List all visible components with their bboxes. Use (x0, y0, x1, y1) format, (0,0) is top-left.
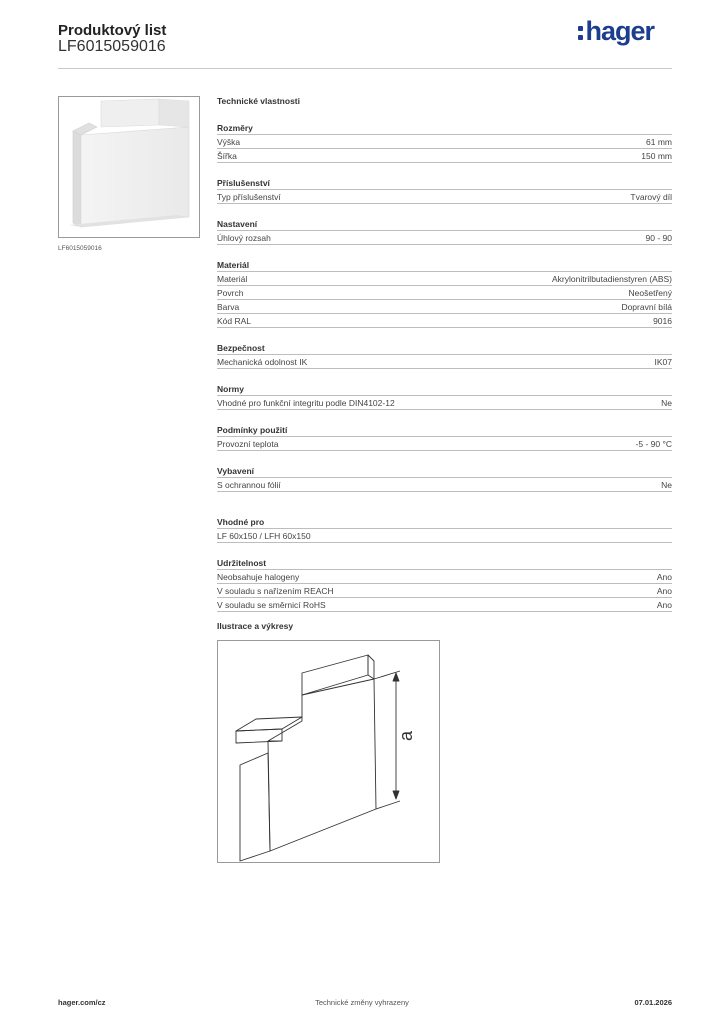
spec-label: Úhlový rozsah (217, 233, 271, 243)
spec-value: IK07 (654, 357, 672, 367)
footer-website[interactable]: hager.com/cz (58, 998, 106, 1007)
spec-value: Ne (661, 480, 672, 490)
spec-label: Vhodné pro funkční integritu podle DIN4102-12 (217, 398, 395, 408)
spec-row (217, 478, 672, 492)
spec-label: Kód RAL (217, 316, 252, 326)
spec-label: Povrch (217, 288, 244, 298)
logo-dots-icon (578, 26, 583, 40)
suitable-for-label: LF 60x150 / LFH 60x150 (217, 531, 311, 541)
spec-value: 61 mm (646, 137, 672, 147)
dimension-label: a (396, 730, 416, 742)
spec-group-title: Vybavení (217, 465, 672, 478)
suitable-for-title: Vhodné pro (217, 516, 672, 529)
spec-label: Neobsahuje halogeny (217, 572, 300, 582)
spec-group-title: Normy (217, 383, 672, 396)
spec-value: Neošetřený (628, 288, 672, 298)
spec-row (217, 286, 672, 300)
spec-group-title: Příslušenství (217, 177, 672, 190)
spec-value: 9016 (653, 316, 672, 326)
spec-group-conditions (217, 424, 672, 451)
spec-row (217, 570, 672, 584)
hager-logo (578, 16, 654, 46)
footer-notice: Technické změny vyhrazeny (315, 998, 409, 1007)
spec-label: Mechanická odolnost IK (217, 357, 308, 367)
suitable-for-section (217, 516, 672, 543)
spec-row (217, 300, 672, 314)
spec-row (217, 272, 672, 286)
spec-value: Ne (661, 398, 672, 408)
sustainability-section (217, 557, 672, 612)
spec-label: V souladu se směrnicí RoHS (217, 600, 326, 610)
spec-group-standards (217, 383, 672, 410)
spec-group-equipment (217, 465, 672, 492)
spec-value: 150 mm (641, 151, 672, 161)
technical-drawing (217, 640, 440, 863)
spec-label: Materiál (217, 274, 248, 284)
spec-row (217, 396, 672, 410)
spec-label: Provozní teplota (217, 439, 279, 449)
spec-group-accessories (217, 177, 672, 204)
spec-row (217, 231, 672, 245)
spec-row (217, 135, 672, 149)
spec-row (217, 314, 672, 328)
product-image (58, 96, 200, 238)
spec-group-title: Bezpečnost (217, 342, 672, 355)
spec-group-title: Nastavení (217, 218, 672, 231)
spec-value: Tvarový díl (630, 192, 672, 202)
spec-value: Ano (656, 600, 672, 610)
spec-row (217, 355, 672, 369)
spec-label: Šířka (217, 151, 237, 161)
spec-value: 90 - 90 (645, 233, 672, 243)
technical-specs (217, 96, 672, 612)
spec-label: Typ příslušenství (217, 192, 281, 202)
spec-label: V souladu s nařízením REACH (217, 586, 334, 596)
spec-value: Akrylonitrilbutadienstyren (ABS) (552, 274, 672, 284)
spec-group-material (217, 259, 672, 328)
spec-row (217, 598, 672, 612)
footer-date: 07.01.2026 (634, 998, 672, 1007)
spec-group-dimensions (217, 122, 672, 163)
spec-value: -5 - 90 °C (635, 439, 672, 449)
spec-group-title: Rozměry (217, 122, 672, 135)
spec-value: Ano (656, 572, 672, 582)
illustrations-title: Ilustrace a výkresy (217, 621, 294, 631)
suitable-for-item (217, 529, 672, 543)
spec-row (217, 437, 672, 451)
spec-label: S ochrannou fólií (217, 480, 281, 490)
spec-group-settings (217, 218, 672, 245)
technical-drawing-icon (218, 641, 439, 862)
product-image-caption: LF6015059016 (58, 245, 102, 252)
spec-row (217, 190, 672, 204)
sustainability-title: Udržitelnost (217, 557, 672, 570)
header-divider (58, 68, 672, 69)
spec-group-title: Materiál (217, 259, 672, 272)
spec-row (217, 149, 672, 163)
spec-group-safety (217, 342, 672, 369)
product-photo-icon (59, 97, 199, 237)
spec-label: Výška (217, 137, 241, 147)
logo-wordmark: hager (585, 15, 654, 46)
page-title: Produktový list (58, 22, 167, 39)
product-code: LF6015059016 (58, 38, 166, 55)
spec-group-title: Podmínky použití (217, 424, 672, 437)
specs-title: Technické vlastnosti (217, 96, 300, 106)
spec-value: Ano (656, 586, 672, 596)
spec-row (217, 584, 672, 598)
spec-label: Barva (217, 302, 240, 312)
spec-value: Dopravní bílá (621, 302, 672, 312)
